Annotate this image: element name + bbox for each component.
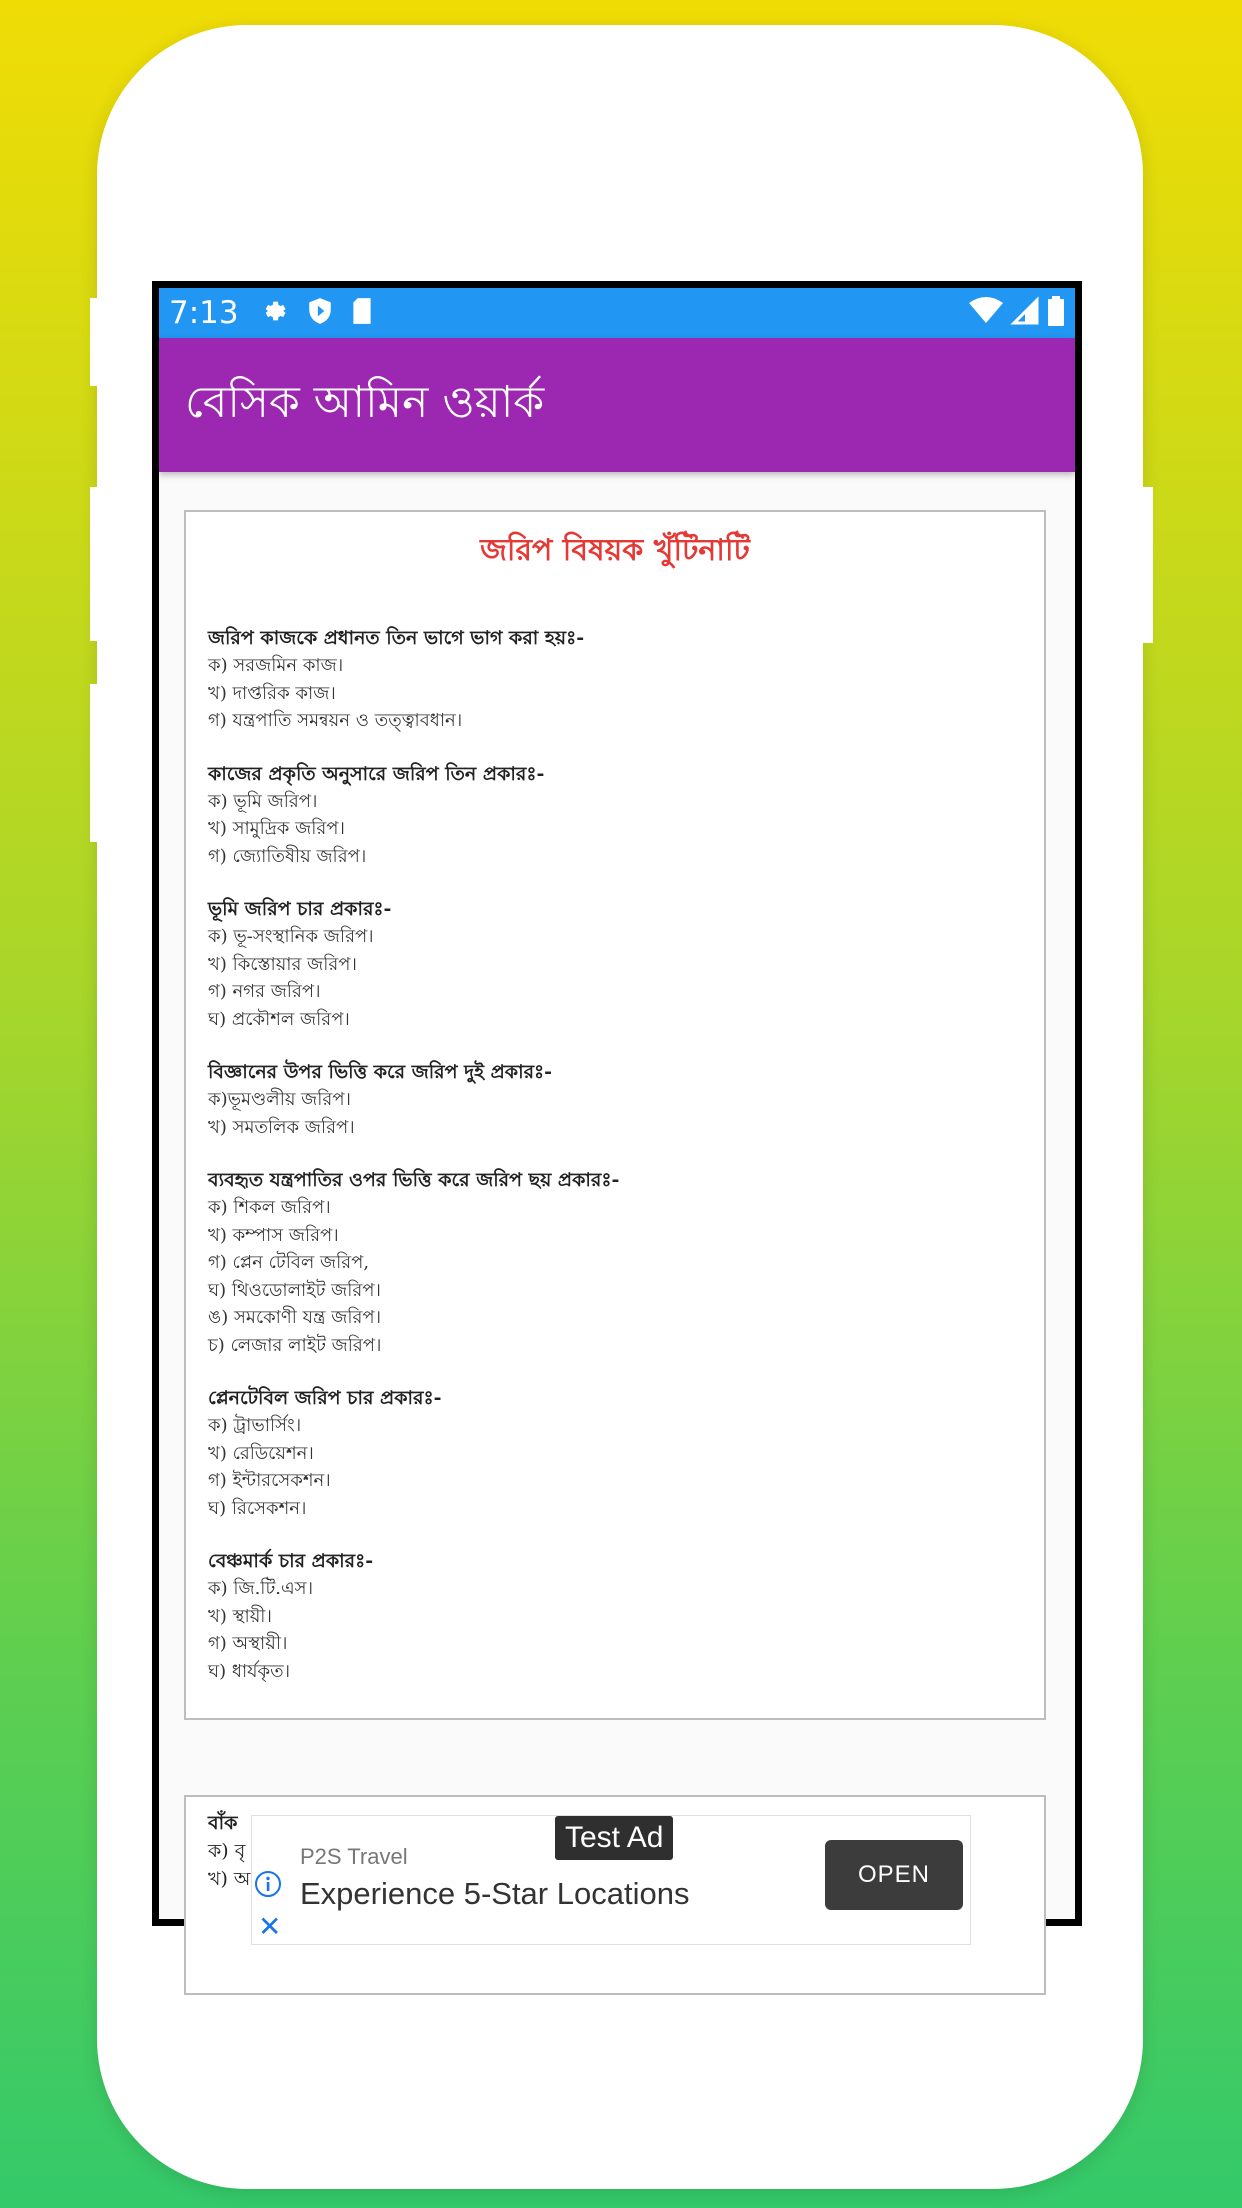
list-item: ঘ) প্রকৌশল জরিপ।: [208, 1008, 350, 1030]
section-survey-by-nature: [208, 761, 1022, 871]
list-item: ঘ) ধার্যকৃত।: [208, 1660, 291, 1682]
play-protect-icon: [307, 297, 333, 329]
list-item: ক) জি.টি.এস।: [208, 1578, 314, 1599]
list-item: ক) ট্রাভার্সিং।: [208, 1415, 302, 1436]
section-instrument-based: [208, 1167, 1022, 1359]
section-science-based: [208, 1059, 1022, 1141]
ad-sponsor: P2S Travel: [300, 1844, 408, 1869]
list-item: গ) অস্থায়ী।: [208, 1633, 288, 1654]
list-item: ক) ভূমি জরিপ।: [208, 790, 318, 812]
sd-card-icon: [351, 297, 373, 329]
section-land-survey: [208, 896, 1022, 1033]
list-item: ক) বৃ: [208, 1840, 246, 1862]
wifi-icon: [969, 297, 1003, 329]
list-item: ক) ভূ-সংস্থানিক জরিপ।: [208, 926, 374, 947]
list-item: খ) কিস্তোয়ার জরিপ।: [208, 953, 357, 975]
phone-side-button: [90, 487, 100, 641]
status-bar: [159, 288, 1075, 338]
phone-side-button: [1143, 487, 1153, 643]
list-item: ঘ) থিওডোলাইট জরিপ।: [208, 1279, 381, 1301]
list-item: গ) যন্ত্রপাতি সমন্বয়ন ও তত্ত্বাবধান।: [208, 710, 463, 731]
ad-banner[interactable]: [251, 1815, 971, 1945]
close-icon[interactable]: ✕: [258, 1910, 282, 1943]
app-bar: [159, 338, 1075, 472]
section-heading: প্লেনটেবিল জরিপ চার প্রকারঃ-: [208, 1387, 442, 1409]
ad-headline[interactable]: Experience 5-Star Locations: [300, 1876, 690, 1911]
list-item: গ) ইন্টারসেকশন।: [208, 1470, 331, 1491]
section-benchmark: [208, 1548, 1022, 1685]
info-icon[interactable]: [254, 1870, 282, 1902]
gear-icon: [261, 297, 289, 329]
section-heading: বিজ্ঞানের উপর ভিত্তি করে জরিপ দুই প্রকারঃ-: [208, 1061, 553, 1083]
list-item: ক) সরজমিন কাজ।: [208, 655, 344, 676]
list-item: ক) শিকল জরিপ।: [208, 1197, 331, 1218]
ad-open-button[interactable]: OPEN: [825, 1840, 963, 1910]
section-heading: ভূমি জরিপ চার প্রকারঃ-: [208, 898, 392, 920]
section-heading: জরিপ কাজকে প্রধানত তিন ভাগে ভাগ করা হয়ঃ-: [208, 627, 585, 649]
list-item: খ) কম্পাস জরিপ।: [208, 1224, 339, 1246]
list-item: খ) রেডিয়েশন।: [208, 1442, 314, 1464]
content-card: [184, 510, 1046, 1720]
section-heading: ব্যবহৃত যন্ত্রপাতির ওপর ভিত্তি করে জরিপ ছয় প্রকারঃ-: [208, 1169, 620, 1191]
signal-icon: [1011, 297, 1039, 329]
list-item: গ) নগর জরিপ।: [208, 981, 321, 1002]
list-item: খ) সামুদ্রিক জরিপ।: [208, 818, 345, 839]
section-heading: বাঁক: [208, 1812, 238, 1834]
list-item: খ) অ: [208, 1868, 251, 1890]
device-screen: [152, 281, 1082, 1943]
list-item: খ) স্থায়ী।: [208, 1605, 272, 1627]
section-work-division: [208, 625, 1022, 735]
phone-side-button: [90, 298, 100, 386]
list-item: ঙ) সমকোণী যন্ত্র জরিপ।: [208, 1307, 382, 1328]
section-plane-table: [208, 1385, 1022, 1522]
app-title: বেসিক আমিন ওয়ার্ক: [185, 376, 545, 428]
test-ad-badge: Test Ad: [555, 1816, 673, 1860]
status-time: 7:13: [169, 295, 239, 331]
list-item: চ) লেজার লাইট জরিপ।: [208, 1334, 382, 1356]
battery-icon: [1047, 296, 1065, 330]
section-heading: বেঞ্চমার্ক চার প্রকারঃ-: [208, 1550, 374, 1572]
list-item: খ) দাপ্তরিক কাজ।: [208, 682, 336, 704]
list-item: ঘ) রিসেকশন।: [208, 1497, 307, 1519]
list-item: খ) সমতলিক জরিপ।: [208, 1116, 355, 1138]
list-item: গ) প্লেন টেবিল জরিপ,: [208, 1252, 370, 1273]
phone-side-button: [90, 684, 100, 842]
section-heading: কাজের প্রকৃতি অনুসারে জরিপ তিন প্রকারঃ-: [208, 762, 545, 785]
card-title: জরিপ বিষয়ক খুঁটিনাটি: [480, 533, 750, 568]
list-item: ক)ভূমণ্ডলীয় জরিপ।: [208, 1089, 351, 1110]
list-item: গ) জ্যোতিষীয় জরিপ।: [208, 845, 367, 867]
